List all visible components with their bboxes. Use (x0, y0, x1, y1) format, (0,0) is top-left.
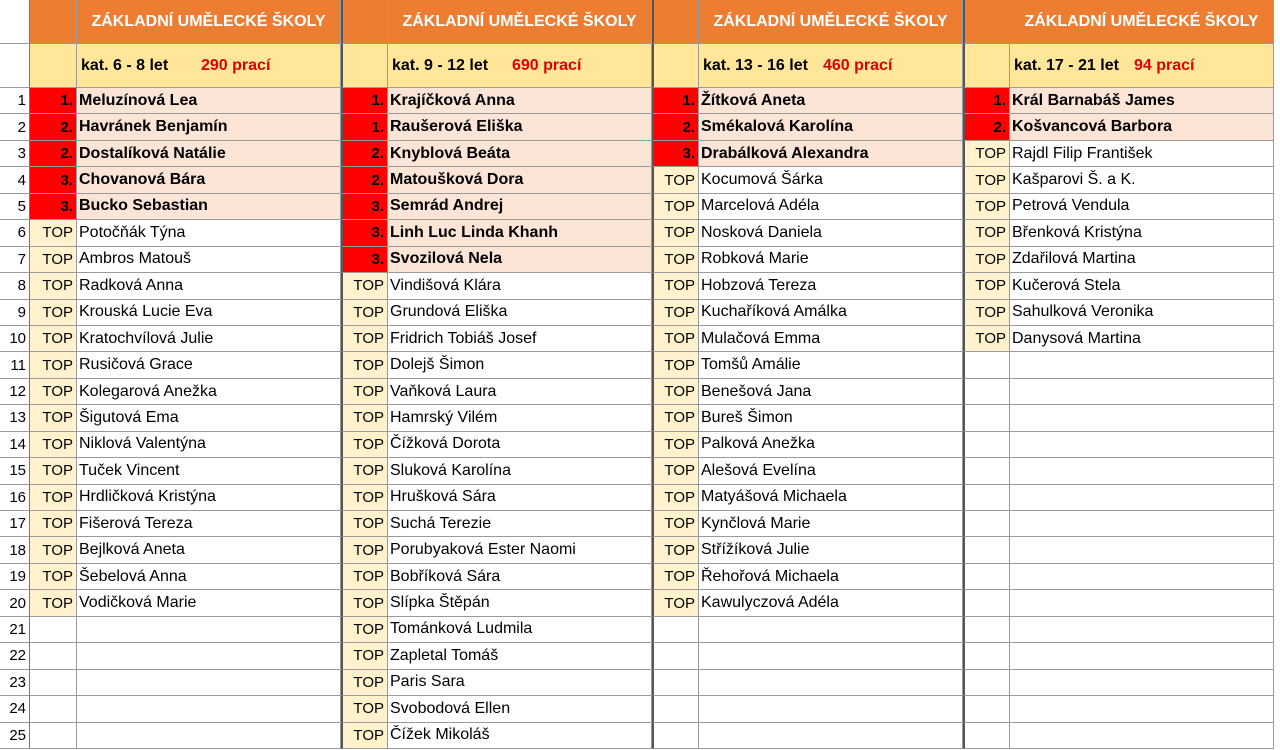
category-header-title[interactable]: ZÁKLADNÍ UMĚLECKÉ ŠKOLY (699, 0, 963, 44)
row-number[interactable]: 9 (0, 300, 30, 326)
row-number[interactable]: 19 (0, 564, 30, 590)
row-number[interactable]: 21 (0, 617, 30, 643)
participant-name-cell[interactable]: Potočňák Týna (77, 220, 341, 246)
rank-cell[interactable]: TOP (341, 432, 388, 458)
row-number[interactable]: 2 (0, 114, 30, 140)
rank-cell[interactable]: TOP (652, 379, 699, 405)
row-number[interactable]: 6 (0, 220, 30, 246)
row-number[interactable]: 14 (0, 432, 30, 458)
participant-name-cell[interactable]: Rajdl Filip František (1010, 141, 1274, 167)
participant-name-cell[interactable]: Kašparovi Š. a K. (1010, 167, 1274, 193)
participant-name-cell[interactable]: Dostalíková Natálie (77, 141, 341, 167)
participant-name-cell[interactable]: Bucko Sebastian (77, 194, 341, 220)
participant-name-cell[interactable]: Ambros Matouš (77, 247, 341, 273)
rank-cell[interactable]: TOP (652, 167, 699, 193)
participant-name-cell[interactable]: Král Barnabáš James (1010, 88, 1274, 114)
rank-cell[interactable]: 1. (963, 88, 1010, 114)
empty-rank-cell[interactable] (963, 564, 1010, 590)
participant-name-cell[interactable]: Grundová Eliška (388, 300, 652, 326)
participant-name-cell[interactable]: Fridrich Tobiáš Josef (388, 326, 652, 352)
empty-name-cell[interactable] (699, 670, 963, 696)
empty-rank-cell[interactable] (963, 379, 1010, 405)
row-number[interactable]: 16 (0, 485, 30, 511)
participant-name-cell[interactable]: Kuchaříková Amálka (699, 300, 963, 326)
participant-name-cell[interactable]: Krouská Lucie Eva (77, 300, 341, 326)
rank-cell[interactable]: TOP (652, 537, 699, 563)
row-number[interactable]: 25 (0, 723, 30, 749)
row-number[interactable]: 1 (0, 88, 30, 114)
participant-name-cell[interactable]: Robková Marie (699, 247, 963, 273)
rank-cell[interactable]: TOP (341, 300, 388, 326)
participant-name-cell[interactable]: Vindišová Klára (388, 273, 652, 299)
rank-cell[interactable]: 1. (30, 88, 77, 114)
row-number[interactable]: 22 (0, 643, 30, 669)
category-entry-count: 460 prací (823, 56, 893, 74)
participant-name-cell[interactable]: Svozilová Nela (388, 247, 652, 273)
rank-cell[interactable]: TOP (963, 273, 1010, 299)
empty-rank-cell[interactable] (652, 670, 699, 696)
participant-name-cell[interactable]: Havránek Benjamín (77, 114, 341, 140)
empty-name-cell[interactable] (1010, 485, 1274, 511)
empty-name-cell[interactable] (1010, 670, 1274, 696)
participant-name-cell[interactable]: Fišerová Tereza (77, 511, 341, 537)
rank-cell[interactable]: TOP (652, 194, 699, 220)
category-age-label: kat. 13 - 16 let (703, 56, 808, 74)
rank-cell[interactable]: TOP (652, 564, 699, 590)
category-entry-count: 290 prací (201, 56, 271, 74)
row-number[interactable]: 10 (0, 326, 30, 352)
rank-cell[interactable]: TOP (652, 432, 699, 458)
empty-name-cell[interactable] (1010, 617, 1274, 643)
rank-cell[interactable]: TOP (341, 379, 388, 405)
rank-cell[interactable]: TOP (30, 352, 77, 378)
participant-name-cell[interactable]: Sluková Karolína (388, 458, 652, 484)
rank-cell[interactable]: TOP (341, 564, 388, 590)
participant-name-cell[interactable]: Tomšů Amálie (699, 352, 963, 378)
participant-name-cell[interactable]: Niklová Valentýna (77, 432, 341, 458)
rank-cell[interactable]: TOP (341, 723, 388, 749)
rank-cell[interactable]: TOP (652, 511, 699, 537)
rank-cell[interactable]: TOP (652, 326, 699, 352)
rank-cell[interactable]: TOP (30, 485, 77, 511)
rank-cell[interactable]: TOP (652, 458, 699, 484)
rank-cell[interactable]: 2. (30, 141, 77, 167)
category-entry-count: 94 prací (1134, 56, 1195, 74)
participant-name-cell[interactable]: Meluzínová Lea (77, 88, 341, 114)
participant-name-cell[interactable]: Slípka Štěpán (388, 590, 652, 616)
rank-cell[interactable]: 1. (341, 88, 388, 114)
rank-cell[interactable]: TOP (963, 194, 1010, 220)
empty-rank-cell[interactable] (963, 670, 1010, 696)
row-number[interactable]: 4 (0, 167, 30, 193)
category-subheader[interactable] (77, 44, 341, 88)
empty-rank-cell[interactable] (963, 458, 1010, 484)
rank-cell[interactable]: TOP (341, 617, 388, 643)
participant-name-cell[interactable]: Sahulková Veronika (1010, 300, 1274, 326)
row-number[interactable]: 11 (0, 352, 30, 378)
corner-cell[interactable] (0, 0, 30, 44)
rank-cell[interactable]: TOP (652, 300, 699, 326)
category-subheader[interactable] (699, 44, 963, 88)
category-header-title[interactable]: ZÁKLADNÍ UMĚLECKÉ ŠKOLY (77, 0, 341, 44)
participant-name-cell[interactable]: Šebelová Anna (77, 564, 341, 590)
rank-cell[interactable]: TOP (963, 141, 1010, 167)
empty-rank-cell[interactable] (963, 485, 1010, 511)
participant-name-cell[interactable]: Nosková Daniela (699, 220, 963, 246)
empty-rank-cell[interactable] (963, 590, 1010, 616)
rank-cell[interactable]: TOP (652, 352, 699, 378)
row-number[interactable]: 5 (0, 194, 30, 220)
rank-cell[interactable]: 2. (30, 114, 77, 140)
rank-cell[interactable]: 3. (341, 247, 388, 273)
empty-rank-cell[interactable] (652, 696, 699, 722)
participant-name-cell[interactable]: Alešová Evelína (699, 458, 963, 484)
participant-name-cell[interactable]: Řehořová Michaela (699, 564, 963, 590)
participant-name-cell[interactable]: Košvancová Barbora (1010, 114, 1274, 140)
subheader-left-cell[interactable] (30, 44, 77, 88)
rank-cell[interactable]: 2. (963, 114, 1010, 140)
empty-rank-cell[interactable] (30, 643, 77, 669)
participant-name-cell[interactable]: Knyblová Beáta (388, 141, 652, 167)
empty-rank-cell[interactable] (963, 432, 1010, 458)
row-number[interactable]: 13 (0, 405, 30, 431)
empty-rank-cell[interactable] (963, 352, 1010, 378)
rank-cell[interactable]: TOP (341, 405, 388, 431)
empty-rank-cell[interactable] (30, 617, 77, 643)
category-entry-count: 690 prací (512, 56, 582, 74)
participant-name-cell[interactable]: Bejlková Aneta (77, 537, 341, 563)
participant-name-cell[interactable]: Porubyaková Ester Naomi (388, 537, 652, 563)
participant-name-cell[interactable]: Semrád Andrej (388, 194, 652, 220)
empty-name-cell[interactable] (1010, 696, 1274, 722)
empty-rank-cell[interactable] (652, 643, 699, 669)
empty-rank-cell[interactable] (963, 405, 1010, 431)
row-number[interactable]: 18 (0, 537, 30, 563)
participant-name-cell[interactable]: Žítková Aneta (699, 88, 963, 114)
header-band-cell[interactable] (341, 0, 388, 44)
empty-rank-cell[interactable] (963, 643, 1010, 669)
subheader-left-cell[interactable] (341, 44, 388, 88)
participant-name-cell[interactable]: Radková Anna (77, 273, 341, 299)
rank-cell[interactable]: TOP (30, 537, 77, 563)
rank-cell[interactable]: TOP (341, 511, 388, 537)
empty-name-cell[interactable] (1010, 590, 1274, 616)
participant-name-cell[interactable]: Střížíková Julie (699, 537, 963, 563)
participant-name-cell[interactable]: Smékalová Karolína (699, 114, 963, 140)
rank-cell[interactable]: TOP (341, 352, 388, 378)
participant-name-cell[interactable]: Svobodová Ellen (388, 696, 652, 722)
participant-name-cell[interactable]: Benešová Jana (699, 379, 963, 405)
participant-name-cell[interactable]: Palková Anežka (699, 432, 963, 458)
participant-name-cell[interactable]: Bobříková Sára (388, 564, 652, 590)
rank-cell[interactable]: TOP (963, 300, 1010, 326)
empty-name-cell[interactable] (1010, 458, 1274, 484)
subheader-left-cell[interactable] (652, 44, 699, 88)
participant-name-cell[interactable]: Matoušková Dora (388, 167, 652, 193)
rank-cell[interactable]: TOP (341, 485, 388, 511)
participant-name-cell[interactable]: Hrušková Sára (388, 485, 652, 511)
participant-name-cell[interactable]: Tuček Vincent (77, 458, 341, 484)
corner-cell[interactable] (0, 44, 30, 88)
rank-cell[interactable]: TOP (652, 485, 699, 511)
participant-name-cell[interactable]: Suchá Terezie (388, 511, 652, 537)
row-number[interactable]: 24 (0, 696, 30, 722)
empty-rank-cell[interactable] (963, 696, 1010, 722)
empty-name-cell[interactable] (1010, 564, 1274, 590)
participant-name-cell[interactable]: Zdařilová Martina (1010, 247, 1274, 273)
rank-cell[interactable]: TOP (963, 167, 1010, 193)
header-band-cell[interactable] (30, 0, 77, 44)
participant-name-cell[interactable]: Kocumová Šárka (699, 167, 963, 193)
rank-cell[interactable]: TOP (963, 247, 1010, 273)
category-subheader[interactable] (1010, 44, 1274, 88)
empty-rank-cell[interactable] (963, 617, 1010, 643)
empty-name-cell[interactable] (1010, 723, 1274, 749)
category-age-label: kat. 9 - 12 let (392, 56, 489, 74)
participant-name-cell[interactable]: Hrdličková Kristýna (77, 485, 341, 511)
empty-name-cell[interactable] (1010, 405, 1274, 431)
empty-rank-cell[interactable] (963, 511, 1010, 537)
category-subheader[interactable] (388, 44, 652, 88)
participant-name-cell[interactable]: Hobzová Tereza (699, 273, 963, 299)
rank-cell[interactable]: TOP (30, 432, 77, 458)
participant-name-cell[interactable]: Kučerová Stela (1010, 273, 1274, 299)
participant-name-cell[interactable]: Břenková Kristýna (1010, 220, 1274, 246)
row-number[interactable]: 3 (0, 141, 30, 167)
rank-cell[interactable]: TOP (652, 405, 699, 431)
rank-cell[interactable]: TOP (652, 220, 699, 246)
rank-cell[interactable]: TOP (963, 220, 1010, 246)
participant-name-cell[interactable]: Linh Luc Linda Khanh (388, 220, 652, 246)
rank-cell[interactable]: TOP (963, 326, 1010, 352)
participant-name-cell[interactable]: Danysová Martina (1010, 326, 1274, 352)
empty-name-cell[interactable] (1010, 352, 1274, 378)
empty-name-cell[interactable] (1010, 432, 1274, 458)
rank-cell[interactable]: TOP (652, 247, 699, 273)
rank-cell[interactable]: TOP (30, 590, 77, 616)
participant-name-cell[interactable]: Chovanová Bára (77, 167, 341, 193)
participant-name-cell[interactable]: Kynčlová Marie (699, 511, 963, 537)
empty-name-cell[interactable] (1010, 537, 1274, 563)
participant-name-cell[interactable]: Drabálková Alexandra (699, 141, 963, 167)
empty-name-cell[interactable] (699, 617, 963, 643)
participant-name-cell[interactable]: Bureš Šimon (699, 405, 963, 431)
header-band-cell[interactable] (652, 0, 699, 44)
participant-name-cell[interactable]: Rusičová Grace (77, 352, 341, 378)
empty-name-cell[interactable] (77, 696, 341, 722)
header-band-cell[interactable] (963, 0, 1010, 44)
subheader-left-cell[interactable] (963, 44, 1010, 88)
rank-cell[interactable]: TOP (652, 273, 699, 299)
row-number[interactable]: 12 (0, 379, 30, 405)
participant-name-cell[interactable]: Marcelová Adéla (699, 194, 963, 220)
participant-name-cell[interactable]: Raušerová Eliška (388, 114, 652, 140)
participant-name-cell[interactable]: Kratochvílová Julie (77, 326, 341, 352)
rank-cell[interactable]: TOP (341, 273, 388, 299)
participant-name-cell[interactable]: Zapletal Tomáš (388, 643, 652, 669)
rank-cell[interactable]: TOP (30, 220, 77, 246)
rank-cell[interactable]: TOP (30, 300, 77, 326)
rank-cell[interactable]: 3. (30, 194, 77, 220)
rank-cell[interactable]: 1. (652, 88, 699, 114)
rank-cell[interactable]: 2. (341, 141, 388, 167)
participant-name-cell[interactable]: Krajíčková Anna (388, 88, 652, 114)
rank-cell[interactable]: TOP (341, 458, 388, 484)
rank-cell[interactable]: TOP (30, 511, 77, 537)
empty-name-cell[interactable] (699, 723, 963, 749)
row-number[interactable]: 7 (0, 247, 30, 273)
rank-cell[interactable]: TOP (341, 326, 388, 352)
rank-cell[interactable]: TOP (341, 643, 388, 669)
category-age-label: kat. 6 - 8 let (81, 56, 169, 74)
rank-cell[interactable]: TOP (341, 696, 388, 722)
empty-rank-cell[interactable] (30, 723, 77, 749)
participant-name-cell[interactable]: Vaňková Laura (388, 379, 652, 405)
rank-cell[interactable]: TOP (30, 458, 77, 484)
participant-name-cell[interactable]: Petrová Vendula (1010, 194, 1274, 220)
participant-name-cell[interactable]: Čížková Dorota (388, 432, 652, 458)
participant-name-cell[interactable]: Kawulyczová Adéla (699, 590, 963, 616)
empty-name-cell[interactable] (77, 643, 341, 669)
rank-cell[interactable]: TOP (30, 247, 77, 273)
participant-name-cell[interactable]: Mulačová Emma (699, 326, 963, 352)
row-number[interactable]: 23 (0, 670, 30, 696)
empty-rank-cell[interactable] (652, 723, 699, 749)
rank-cell[interactable]: TOP (341, 590, 388, 616)
rank-cell[interactable]: 3. (341, 220, 388, 246)
participant-name-cell[interactable]: Kolegarová Anežka (77, 379, 341, 405)
participant-name-cell[interactable]: Hamrský Vilém (388, 405, 652, 431)
rank-cell[interactable]: TOP (341, 670, 388, 696)
rank-cell[interactable]: TOP (30, 379, 77, 405)
rank-cell[interactable]: 1. (341, 114, 388, 140)
rank-cell[interactable]: 3. (652, 141, 699, 167)
empty-name-cell[interactable] (1010, 643, 1274, 669)
participant-name-cell[interactable]: Paris Sara (388, 670, 652, 696)
empty-name-cell[interactable] (1010, 511, 1274, 537)
participant-name-cell[interactable]: Tománková Ludmila (388, 617, 652, 643)
empty-name-cell[interactable] (77, 723, 341, 749)
empty-rank-cell[interactable] (30, 670, 77, 696)
participant-name-cell[interactable]: Čížek Mikoláš (388, 723, 652, 749)
category-header-title[interactable]: ZÁKLADNÍ UMĚLECKÉ ŠKOLY (1010, 0, 1274, 44)
row-number[interactable]: 17 (0, 511, 30, 537)
participant-name-cell[interactable]: Matyášová Michaela (699, 485, 963, 511)
participant-name-cell[interactable]: Dolejš Šimon (388, 352, 652, 378)
rank-cell[interactable]: TOP (652, 590, 699, 616)
empty-name-cell[interactable] (77, 670, 341, 696)
participant-name-cell[interactable]: Šigutová Ema (77, 405, 341, 431)
rank-cell[interactable]: TOP (30, 405, 77, 431)
empty-rank-cell[interactable] (652, 617, 699, 643)
rank-cell[interactable]: 2. (341, 167, 388, 193)
empty-name-cell[interactable] (77, 617, 341, 643)
participant-name-cell[interactable]: Vodičková Marie (77, 590, 341, 616)
rank-cell[interactable]: 3. (30, 167, 77, 193)
rank-cell[interactable]: TOP (30, 326, 77, 352)
rank-cell[interactable]: 2. (652, 114, 699, 140)
rank-cell[interactable]: TOP (30, 564, 77, 590)
row-number[interactable]: 15 (0, 458, 30, 484)
empty-rank-cell[interactable] (30, 696, 77, 722)
category-age-label: kat. 17 - 21 let (1014, 56, 1119, 74)
row-number[interactable]: 20 (0, 590, 30, 616)
rank-cell[interactable]: TOP (341, 537, 388, 563)
empty-rank-cell[interactable] (963, 537, 1010, 563)
category-header-title[interactable]: ZÁKLADNÍ UMĚLECKÉ ŠKOLY (388, 0, 652, 44)
rank-cell[interactable]: TOP (30, 273, 77, 299)
empty-name-cell[interactable] (1010, 379, 1274, 405)
empty-name-cell[interactable] (699, 643, 963, 669)
empty-rank-cell[interactable] (963, 723, 1010, 749)
rank-cell[interactable]: 3. (341, 194, 388, 220)
empty-name-cell[interactable] (699, 696, 963, 722)
row-number[interactable]: 8 (0, 273, 30, 299)
